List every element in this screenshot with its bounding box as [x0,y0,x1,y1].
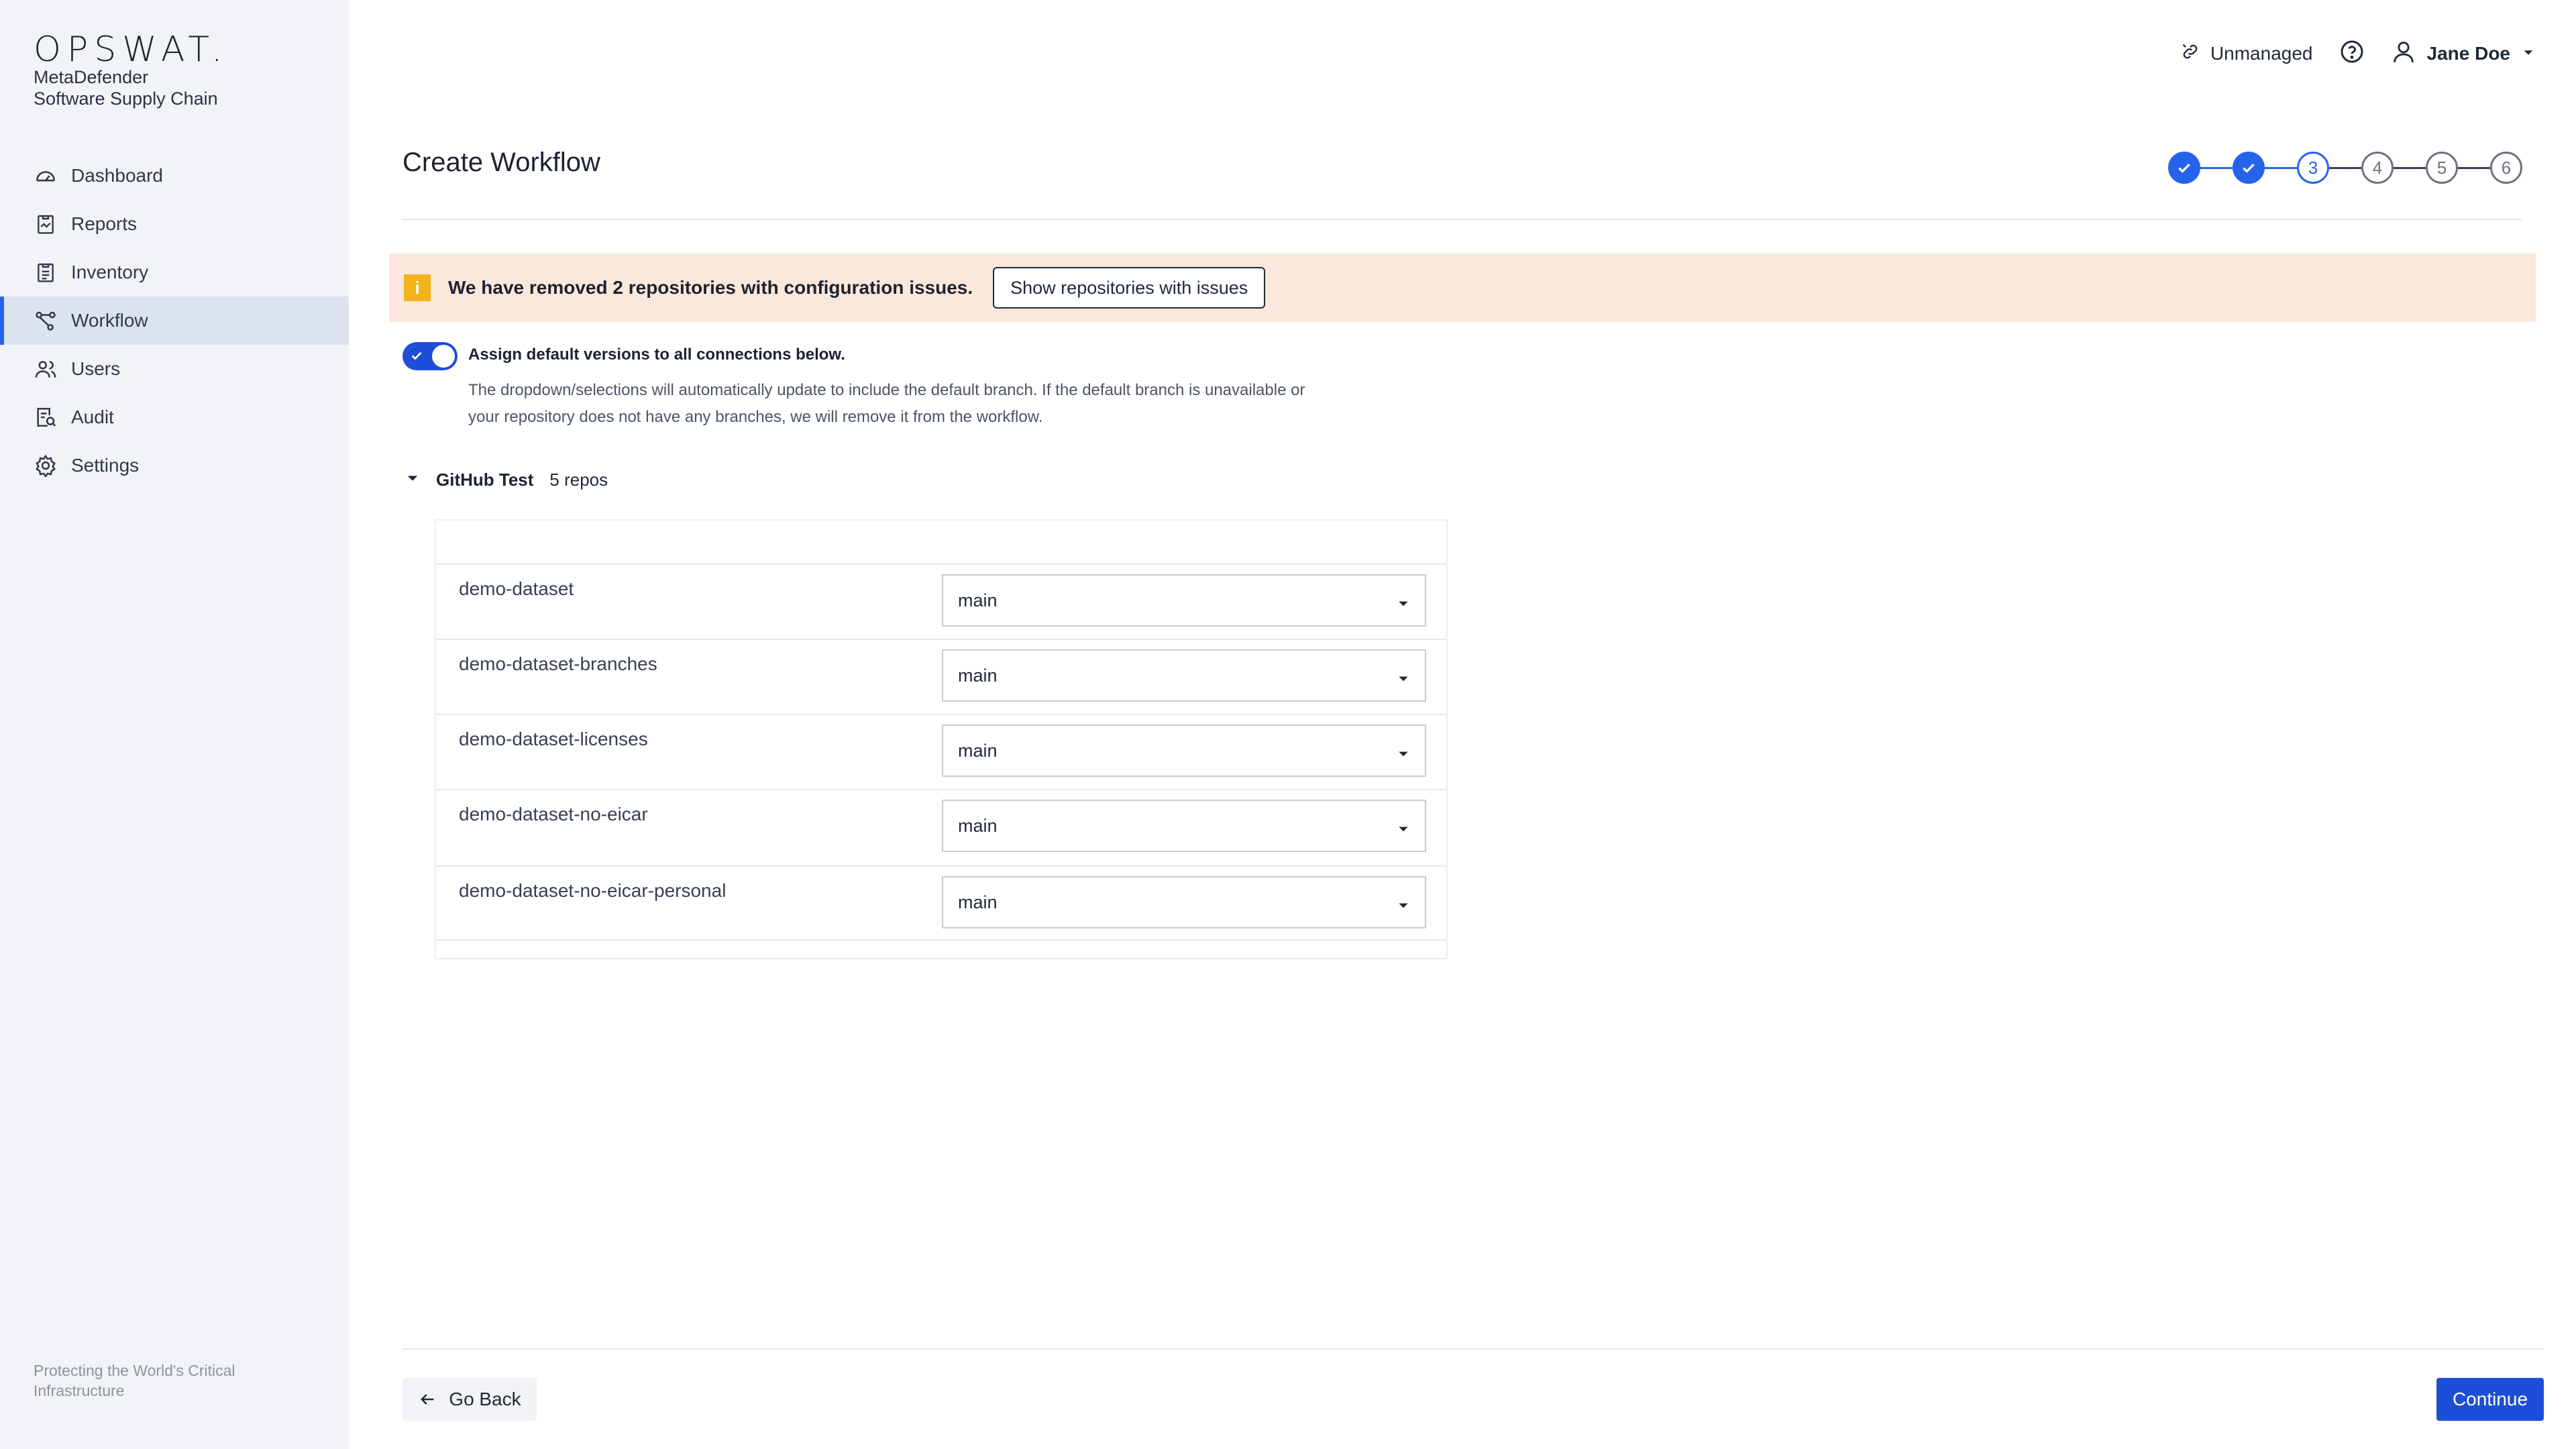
branch-select[interactable] [942,800,1426,852]
page-title: Create Workflow [402,148,600,177]
opswat-logo[interactable]: OPSWAT. [34,30,229,70]
repository-table [435,519,1448,959]
sidebar-item-workflow[interactable] [0,297,349,345]
sidebar-item-dashboard[interactable] [0,152,349,200]
users-icon [34,357,58,381]
header-divider [402,219,2522,220]
table-row [436,789,1446,864]
step-6: 6 [2490,152,2522,184]
sidebar-item-label: Settings [71,455,140,476]
go-back-label: Go Back [449,1389,521,1409]
clipboard-icon [34,260,58,284]
sidebar-item-inventory[interactable] [0,248,349,297]
branch-select[interactable] [942,574,1426,627]
sidebar-item-settings[interactable] [0,441,349,490]
banner-message: We have removed 2 repositories with configuration issues. [448,277,973,298]
step-connector [2458,167,2490,169]
management-status[interactable] [2181,42,2313,66]
step-connector [2329,167,2361,169]
sidebar-item-label: Workflow [71,310,148,331]
help-icon[interactable] [2340,40,2364,68]
footer-divider [402,1348,2544,1350]
sidebar-item-users[interactable] [0,345,349,393]
step-3[interactable]: 3 [2297,152,2329,184]
check-icon [2240,159,2257,176]
branch-select[interactable] [942,876,1426,928]
caret-down-icon [1397,822,1410,836]
repo-name: demo-dataset-branches [459,653,657,674]
table-row [436,564,1446,639]
check-icon [2176,159,2193,176]
topbar [2181,38,2536,70]
toggle-knob [432,345,455,368]
gauge-icon [34,164,58,188]
audit-icon [34,405,58,429]
table-row [436,714,1446,789]
product-name: MetaDefender [34,67,149,87]
go-back-button[interactable] [402,1378,537,1421]
workflow-stepper [2168,152,2522,184]
report-icon [34,212,58,236]
sidebar-item-label: Reports [71,213,138,234]
step-connector [2265,167,2297,169]
warning-banner [389,254,2536,322]
workflow-icon [34,309,58,333]
continue-button[interactable]: Continue [2436,1378,2544,1421]
repo-name: demo-dataset-licenses [459,729,648,749]
show-repositories-button[interactable]: Show repositories with issues [993,267,1265,309]
status-label: Unmanaged [2210,43,2313,64]
arrow-left-icon [418,1390,437,1409]
user-icon [2391,39,2416,69]
branch-value: main [958,892,998,912]
sidebar-item-audit[interactable] [0,393,349,441]
sidebar-item-label: Dashboard [71,165,163,186]
info-icon: i [404,274,431,301]
sidebar-item-label: Audit [71,407,114,427]
check-icon [409,348,424,363]
branch-select[interactable] [942,649,1426,702]
chevron-down-icon [2521,43,2536,64]
caret-down-icon [1397,899,1410,912]
sidebar-item-reports[interactable] [0,200,349,248]
branch-value: main [958,815,998,836]
toggle-label: Assign default versions to all connections below. [468,345,845,364]
user-name: Jane Doe [2426,43,2510,64]
step-4: 4 [2361,152,2394,184]
sidebar [0,0,349,1449]
sidebar-item-label: Inventory [71,262,149,282]
user-menu[interactable] [2391,39,2536,69]
gear-icon [34,453,58,478]
branch-select[interactable] [942,724,1426,777]
branch-value: main [958,590,998,610]
table-row [436,639,1446,714]
group-header[interactable] [405,470,608,490]
toggle-description: The dropdown/selections will automatically update to include the default branch. If the default branch is unavailable or your repository does not have any branches, we will remove it from the workflow. [468,381,1305,426]
caret-down-icon [1397,747,1410,761]
branch-value: main [958,740,998,761]
sidebar-nav [0,152,349,490]
step-5: 5 [2426,152,2458,184]
sidebar-tagline: Protecting the World's Critical Infrastructure [34,1362,235,1399]
sidebar-item-label: Users [71,358,121,379]
default-versions-toggle[interactable] [402,342,458,370]
step-1[interactable] [2168,152,2200,184]
caret-down-icon [1397,672,1410,686]
table-row [436,865,1446,941]
repo-name: demo-dataset-no-eicar-personal [459,880,727,901]
caret-down-icon [1397,597,1410,610]
caret-down-icon[interactable] [405,470,420,490]
step-connector [2394,167,2426,169]
repo-name: demo-dataset-no-eicar [459,804,648,824]
step-connector [2200,167,2233,169]
branch-value: main [958,665,998,686]
step-2[interactable] [2233,152,2265,184]
repo-name: demo-dataset [459,578,574,599]
group-name: GitHub Test [436,470,534,490]
link-icon [2181,42,2200,66]
product-subtitle: Software Supply Chain [34,89,218,109]
repo-count: 5 repos [549,470,608,490]
